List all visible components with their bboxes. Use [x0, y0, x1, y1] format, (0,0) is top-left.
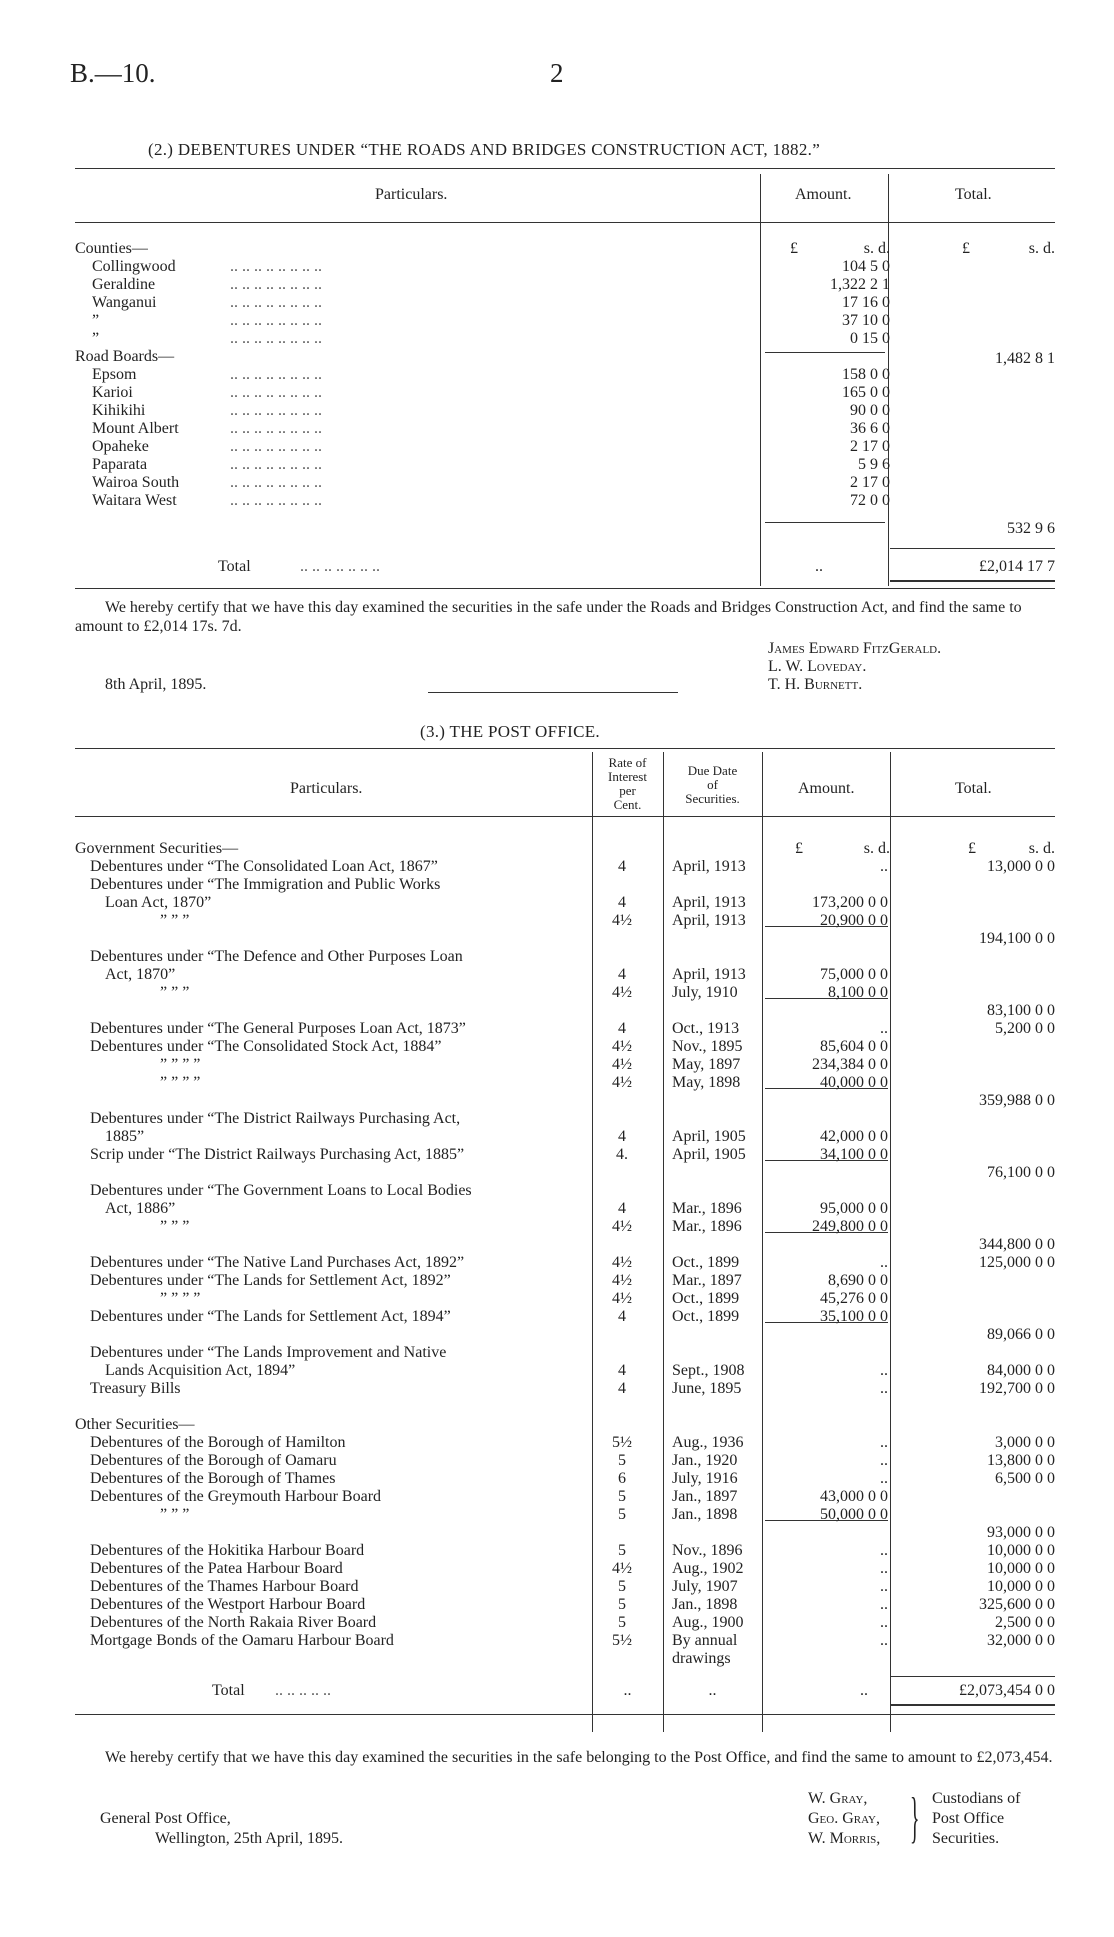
total-value: 10,000 0 0: [987, 1542, 1055, 1559]
interest-rate: 4: [618, 1362, 626, 1379]
total-double-rule: [890, 580, 1055, 582]
road-board-name: Mount Albert: [92, 420, 179, 437]
custodians-line-2: Post Office: [932, 1810, 1005, 1827]
due-date: drawings: [672, 1650, 731, 1667]
amount-value: 234,384 0 0: [812, 1056, 888, 1073]
amount-value: 45,276 0 0: [820, 1290, 888, 1307]
subtotal-rule: [765, 926, 888, 927]
particulars-line: ” ” ”: [160, 912, 190, 929]
column-rule: [762, 752, 763, 1732]
subtotal-rule: [765, 1520, 888, 1521]
page-number: 2: [550, 58, 564, 88]
county-name: ”: [92, 312, 100, 329]
due-date: April, 1905: [672, 1128, 746, 1145]
particulars-line: ” ” ” ”: [160, 1074, 201, 1091]
leader-dots: .. .. .. .. .. .. .. ..: [230, 276, 322, 293]
particulars-line: Lands Acquisition Act, 1894”: [105, 1362, 296, 1379]
particulars-line: Debentures of the North Rakaia River Board: [90, 1614, 377, 1631]
county-name: Wanganui: [92, 294, 157, 311]
road-board-amount: 90 0 0: [850, 402, 890, 419]
total-sd-unit: s. d.: [1028, 840, 1055, 857]
due-date: Aug., 1936: [672, 1434, 744, 1451]
due-date: Oct., 1899: [672, 1290, 740, 1307]
table-top-rule: [75, 168, 1055, 169]
interest-rate: 4½: [612, 1254, 632, 1271]
amount-value: ..: [880, 1614, 888, 1631]
amount-value: ..: [880, 1452, 888, 1469]
section3-certificate: We hereby certify that we have this day examined the securities in the safe belonging to the Post Office, and find the same to amount to £2,073,454.: [105, 1749, 1053, 1766]
particulars-line: Act, 1886”: [105, 1200, 176, 1217]
total-value: 3,000 0 0: [995, 1434, 1055, 1451]
amount-value: 95,000 0 0: [820, 1200, 888, 1217]
leader-dots: .. .. .. .. .. .. .. ..: [230, 312, 322, 329]
particulars-line: Act, 1870”: [105, 966, 176, 983]
subtotal-rule: [765, 352, 885, 353]
particulars-line: Debentures under “The Consolidated Stock Act, 1884”: [90, 1038, 442, 1055]
amount-value: ..: [880, 1632, 888, 1649]
due-date: Oct., 1899: [672, 1308, 740, 1325]
particulars-line: Debentures under “The Immigration and Public Works: [90, 876, 441, 893]
total-double-rule: [890, 1704, 1055, 1706]
due-date: July, 1907: [672, 1578, 738, 1595]
amount-sd-unit: s. d.: [863, 840, 890, 857]
header-rule: [75, 222, 1055, 223]
due-date: Jan., 1920: [672, 1452, 738, 1469]
particulars-line: ” ” ”: [160, 1218, 190, 1235]
total-value: 83,100 0 0: [987, 1002, 1055, 1019]
amount-value: 35,100 0 0: [820, 1308, 888, 1325]
signature-rule: [428, 692, 678, 693]
leader-dots: .. .. .. .. .. .. .. ..: [230, 330, 322, 347]
column-rule: [760, 174, 761, 586]
amount-value: ..: [880, 1434, 888, 1451]
counties-total: 1,482 8 1: [995, 350, 1055, 367]
signatory-2: L. W. Loveday.: [768, 658, 867, 675]
particulars-line: Debentures under “The Native Land Purchases Act, 1892”: [90, 1254, 465, 1271]
road-board-amount: 5 9 6: [858, 456, 890, 473]
total-value: 89,066 0 0: [987, 1326, 1055, 1343]
road-board-name: Wairoa South: [92, 474, 180, 491]
custodians-line-1: Custodians of: [932, 1790, 1021, 1807]
amount-value: ..: [880, 1578, 888, 1595]
total-label: Total: [218, 558, 251, 575]
leader-dots: .. .. .. .. .. .. .. ..: [230, 402, 322, 419]
leader-dots: .. .. .. .. .. .. .. ..: [230, 366, 322, 383]
particulars-line: Treasury Bills: [90, 1380, 181, 1397]
particulars-line: Debentures of the Westport Harbour Board: [90, 1596, 366, 1613]
subtotal-rule: [890, 1676, 1055, 1677]
due-date: Mar., 1896: [672, 1200, 742, 1217]
total-value: 125,000 0 0: [979, 1254, 1055, 1271]
total-value: 10,000 0 0: [987, 1578, 1055, 1595]
road-board-amount: 36 6 0: [850, 420, 890, 437]
due-date: May, 1897: [672, 1056, 741, 1073]
county-amount: 37 10 0: [842, 312, 890, 329]
subtotal-rule: [765, 1088, 888, 1089]
signatory-geo-gray: Geo. Gray,: [808, 1810, 880, 1827]
custodians-brace: }: [910, 1787, 920, 1849]
particulars-line: Debentures under “The Government Loans to Local Bodies: [90, 1182, 472, 1199]
interest-rate: 4½: [612, 1056, 632, 1073]
due-date: April, 1913: [672, 894, 746, 911]
amount-value: 75,000 0 0: [820, 966, 888, 983]
particulars-line: Debentures of the Hokitika Harbour Board: [90, 1542, 365, 1559]
total-value: 5,200 0 0: [995, 1020, 1055, 1037]
interest-rate: 4: [618, 1128, 626, 1145]
subtotal-rule: [890, 548, 1055, 549]
due-date: April, 1905: [672, 1146, 746, 1163]
total-value: 192,700 0 0: [979, 1380, 1055, 1397]
grand-total: £2,014 17 7: [979, 558, 1055, 575]
leader-dots: .. .. .. .. .. .. ..: [300, 558, 380, 575]
amount-value: ..: [880, 1596, 888, 1613]
leader-dots: .. .. .. .. .. .. .. ..: [230, 438, 322, 455]
road-board-name: Opaheke: [92, 438, 149, 455]
due-date: Nov., 1895: [672, 1038, 743, 1055]
total-sd-unit: s. d.: [1028, 240, 1055, 257]
due-date: Jan., 1898: [672, 1506, 738, 1523]
particulars-line: ” ” ” ”: [160, 1056, 201, 1073]
total-value: 344,800 0 0: [979, 1236, 1055, 1253]
county-amount: 1,322 2 1: [830, 276, 890, 293]
total-due: ..: [708, 1682, 717, 1699]
amount-value: ..: [880, 1362, 888, 1379]
interest-rate: 5½: [612, 1632, 632, 1649]
amount-pound-unit: £: [790, 240, 798, 257]
amount-value: ..: [880, 858, 888, 875]
table-bottom-rule: [75, 1714, 1055, 1715]
particulars-header: Particulars.: [290, 780, 363, 797]
grand-total: £2,073,454 0 0: [959, 1682, 1055, 1699]
amount-value: 42,000 0 0: [820, 1128, 888, 1145]
particulars-line: Mortgage Bonds of the Oamaru Harbour Board: [90, 1632, 394, 1649]
signatory-morris: W. Morris,: [808, 1830, 881, 1847]
leader-dots: .. .. .. .. .. .. .. ..: [230, 492, 322, 509]
column-rule: [663, 752, 664, 1732]
amount-value: ..: [880, 1560, 888, 1577]
government-securities-label: Government Securities—: [75, 840, 239, 857]
amount-value: 249,800 0 0: [812, 1218, 888, 1235]
total-value: 2,500 0 0: [995, 1614, 1055, 1631]
total-value: 93,000 0 0: [987, 1524, 1055, 1541]
interest-rate: 4½: [612, 1560, 632, 1577]
due-date-header: Due Date: [687, 763, 738, 778]
interest-rate: 4: [618, 1020, 626, 1037]
leader-dots: .. .. .. .. .. .. .. ..: [230, 384, 322, 401]
particulars-line: Debentures under “The Lands for Settlement Act, 1894”: [90, 1308, 451, 1325]
leader-dots: .. .. .. .. .. .. .. ..: [230, 294, 322, 311]
particulars-line: Debentures under “The District Railways Purchasing Act,: [90, 1110, 461, 1127]
due-date: June, 1895: [672, 1380, 742, 1397]
due-date: Aug., 1902: [672, 1560, 744, 1577]
amount-header: Amount.: [798, 780, 855, 797]
due-date: Oct., 1913: [672, 1020, 740, 1037]
due-date: April, 1913: [672, 912, 746, 929]
interest-rate: 4½: [612, 1290, 632, 1307]
amount-value: 50,000 0 0: [820, 1506, 888, 1523]
amount-value: 8,100 0 0: [828, 984, 888, 1001]
rate-header: Interest: [608, 769, 647, 784]
road-board-name: Epsom: [92, 366, 137, 383]
due-date: May, 1898: [672, 1074, 741, 1091]
due-date: Nov., 1896: [672, 1542, 743, 1559]
amount-value: 173,200 0 0: [812, 894, 888, 911]
road-board-name: Paparata: [92, 456, 148, 473]
leader-dots: .. .. .. .. .. .. .. ..: [230, 258, 322, 275]
due-date: Mar., 1896: [672, 1218, 742, 1235]
section2-certificate: We hereby certify that we have this day examined the securities in the safe under the Roads and Bridges Construction Act, and find the same to amount to £2,014 17s. 7d.: [75, 599, 1022, 635]
county-amount: 17 16 0: [842, 294, 890, 311]
interest-rate: 4: [618, 966, 626, 983]
amount-pound-unit: £: [795, 840, 803, 857]
particulars-header: Particulars.: [375, 186, 448, 203]
rate-header: per: [619, 783, 636, 798]
due-date: July, 1910: [672, 984, 738, 1001]
amount-value: 20,900 0 0: [820, 912, 888, 929]
interest-rate: 4½: [612, 1038, 632, 1055]
road-boards-total: 532 9 6: [1007, 520, 1055, 537]
road-board-amount: 2 17 0: [850, 438, 890, 455]
particulars-line: Debentures under “The Lands for Settlement Act, 1892”: [90, 1272, 451, 1289]
total-pound-unit: £: [962, 240, 970, 257]
particulars-line: ” ” ” ”: [160, 1290, 201, 1307]
rate-header: Cent.: [613, 797, 642, 812]
subtotal-rule: [765, 1160, 888, 1161]
amount-value: 34,100 0 0: [820, 1146, 888, 1163]
total-amount: ..: [815, 558, 823, 575]
total-value: 194,100 0 0: [979, 930, 1055, 947]
county-amount: 0 15 0: [850, 330, 890, 347]
table-bottom-rule: [75, 588, 1055, 589]
road-boards-label: Road Boards—: [75, 348, 175, 365]
due-date-header: of: [707, 777, 718, 792]
signatory-1: James Edward FitzGerald.: [768, 640, 942, 657]
due-date: Sept., 1908: [672, 1362, 745, 1379]
interest-rate: 4½: [612, 984, 632, 1001]
amount-value: 85,604 0 0: [820, 1038, 888, 1055]
rate-header: Rate of: [608, 755, 647, 770]
section3-title: (3.) THE POST OFFICE.: [420, 722, 600, 741]
total-header: Total.: [955, 780, 992, 797]
interest-rate: 5½: [612, 1434, 632, 1451]
leader-dots: .. .. .. .. ..: [275, 1682, 331, 1699]
subtotal-rule: [765, 1322, 888, 1323]
particulars-line: ” ” ”: [160, 984, 190, 1001]
road-board-amount: 72 0 0: [850, 492, 890, 509]
road-board-amount: 2 17 0: [850, 474, 890, 491]
total-value: 84,000 0 0: [987, 1362, 1055, 1379]
amount-sd-unit: s. d.: [863, 240, 890, 257]
total-value: 32,000 0 0: [987, 1632, 1055, 1649]
office-name: General Post Office,: [100, 1810, 231, 1827]
interest-rate: 4: [618, 858, 626, 875]
particulars-line: Other Securities—: [75, 1416, 195, 1433]
total-amount: ..: [860, 1682, 868, 1699]
amount-value: 43,000 0 0: [820, 1488, 888, 1505]
interest-rate: 5: [618, 1506, 626, 1523]
particulars-line: Debentures under “The Defence and Other Purposes Loan: [90, 948, 463, 965]
signatory-gray: W. Gray,: [808, 1790, 868, 1807]
interest-rate: 4.: [616, 1146, 628, 1163]
amount-value: 40,000 0 0: [820, 1074, 888, 1091]
office-place-date: Wellington, 25th April, 1895.: [155, 1830, 344, 1847]
due-date-header: Securities.: [685, 791, 740, 806]
interest-rate: 4½: [612, 1218, 632, 1235]
amount-value: ..: [880, 1254, 888, 1271]
county-name: ”: [92, 330, 100, 347]
total-pound-unit: £: [968, 840, 976, 857]
county-name: Geraldine: [92, 276, 156, 293]
section2-date: 8th April, 1895.: [105, 676, 207, 693]
particulars-line: Debentures of the Thames Harbour Board: [90, 1578, 359, 1595]
due-date: By annual: [672, 1632, 738, 1649]
due-date: Aug., 1900: [672, 1614, 744, 1631]
particulars-line: Debentures under “The General Purposes Loan Act, 1873”: [90, 1020, 466, 1037]
interest-rate: 5: [618, 1542, 626, 1559]
header-rule: [75, 816, 1055, 817]
interest-rate: 5: [618, 1614, 626, 1631]
table-top-rule: [75, 748, 1055, 749]
interest-rate: 4: [618, 1308, 626, 1325]
total-value: 13,800 0 0: [987, 1452, 1055, 1469]
road-board-name: Kihikihi: [92, 402, 146, 419]
county-name: Collingwood: [92, 258, 176, 275]
due-date: April, 1913: [672, 858, 746, 875]
due-date: Jan., 1898: [672, 1596, 738, 1613]
county-amount: 104 5 0: [842, 258, 890, 275]
page-code: B.—10.: [70, 58, 156, 88]
custodians-line-3: Securities.: [932, 1830, 1000, 1847]
particulars-line: Debentures of the Greymouth Harbour Board: [90, 1488, 382, 1505]
interest-rate: 5: [618, 1596, 626, 1613]
road-board-amount: 158 0 0: [842, 366, 890, 383]
interest-rate: 4: [618, 894, 626, 911]
total-value: 76,100 0 0: [987, 1164, 1055, 1181]
particulars-line: Debentures of the Borough of Oamaru: [90, 1452, 337, 1469]
particulars-line: Loan Act, 1870”: [105, 894, 212, 911]
interest-rate: 5: [618, 1452, 626, 1469]
leader-dots: .. .. .. .. .. .. .. ..: [230, 456, 322, 473]
particulars-line: Debentures of the Patea Harbour Board: [90, 1560, 343, 1577]
section2-title: (2.) DEBENTURES UNDER “THE ROADS AND BRIDGES CONSTRUCTION ACT, 1882.”: [148, 140, 821, 159]
road-board-amount: 165 0 0: [842, 384, 890, 401]
total-value: 6,500 0 0: [995, 1470, 1055, 1487]
signatory-3: T. H. Burnett.: [768, 676, 863, 693]
subtotal-rule: [765, 998, 888, 999]
amount-header: Amount.: [795, 186, 852, 203]
interest-rate: 4½: [612, 1272, 632, 1289]
amount-value: 8,690 0 0: [828, 1272, 888, 1289]
due-date: July, 1916: [672, 1470, 738, 1487]
particulars-line: ” ” ”: [160, 1506, 190, 1523]
amount-value: ..: [880, 1470, 888, 1487]
particulars-line: Debentures of the Borough of Hamilton: [90, 1434, 346, 1451]
particulars-line: Debentures under “The Lands Improvement and Native: [90, 1344, 447, 1361]
amount-value: ..: [880, 1020, 888, 1037]
due-date: Jan., 1897: [672, 1488, 738, 1505]
due-date: Oct., 1899: [672, 1254, 740, 1271]
total-value: 325,600 0 0: [979, 1596, 1055, 1613]
column-rule: [890, 752, 891, 1732]
interest-rate: 4½: [612, 912, 632, 929]
total-header: Total.: [955, 186, 992, 203]
amount-value: ..: [880, 1542, 888, 1559]
total-value: 10,000 0 0: [987, 1560, 1055, 1577]
total-rate: ..: [623, 1682, 632, 1699]
interest-rate: 4½: [612, 1074, 632, 1091]
interest-rate: 4: [618, 1200, 626, 1217]
amount-value: ..: [880, 1380, 888, 1397]
due-date: April, 1913: [672, 966, 746, 983]
due-date: Mar., 1897: [672, 1272, 742, 1289]
road-board-name: Karioi: [92, 384, 133, 401]
total-value: 359,988 0 0: [979, 1092, 1055, 1109]
particulars-line: Scrip under “The District Railways Purchasing Act, 1885”: [90, 1146, 465, 1163]
particulars-line: Debentures under “The Consolidated Loan Act, 1867”: [90, 858, 438, 875]
subtotal-rule: [765, 1232, 888, 1233]
interest-rate: 6: [618, 1470, 626, 1487]
particulars-line: Debentures of the Borough of Thames: [90, 1470, 336, 1487]
road-board-name: Waitara West: [92, 492, 177, 509]
interest-rate: 5: [618, 1578, 626, 1595]
total-label: Total: [212, 1682, 245, 1699]
leader-dots: .. .. .. .. .. .. .. ..: [230, 474, 322, 491]
total-value: 13,000 0 0: [987, 858, 1055, 875]
subtotal-rule: [765, 522, 885, 523]
counties-label: Counties—: [75, 240, 148, 257]
interest-rate: 4: [618, 1380, 626, 1397]
interest-rate: 5: [618, 1488, 626, 1505]
leader-dots: .. .. .. .. .. .. .. ..: [230, 420, 322, 437]
particulars-line: 1885”: [105, 1128, 145, 1145]
